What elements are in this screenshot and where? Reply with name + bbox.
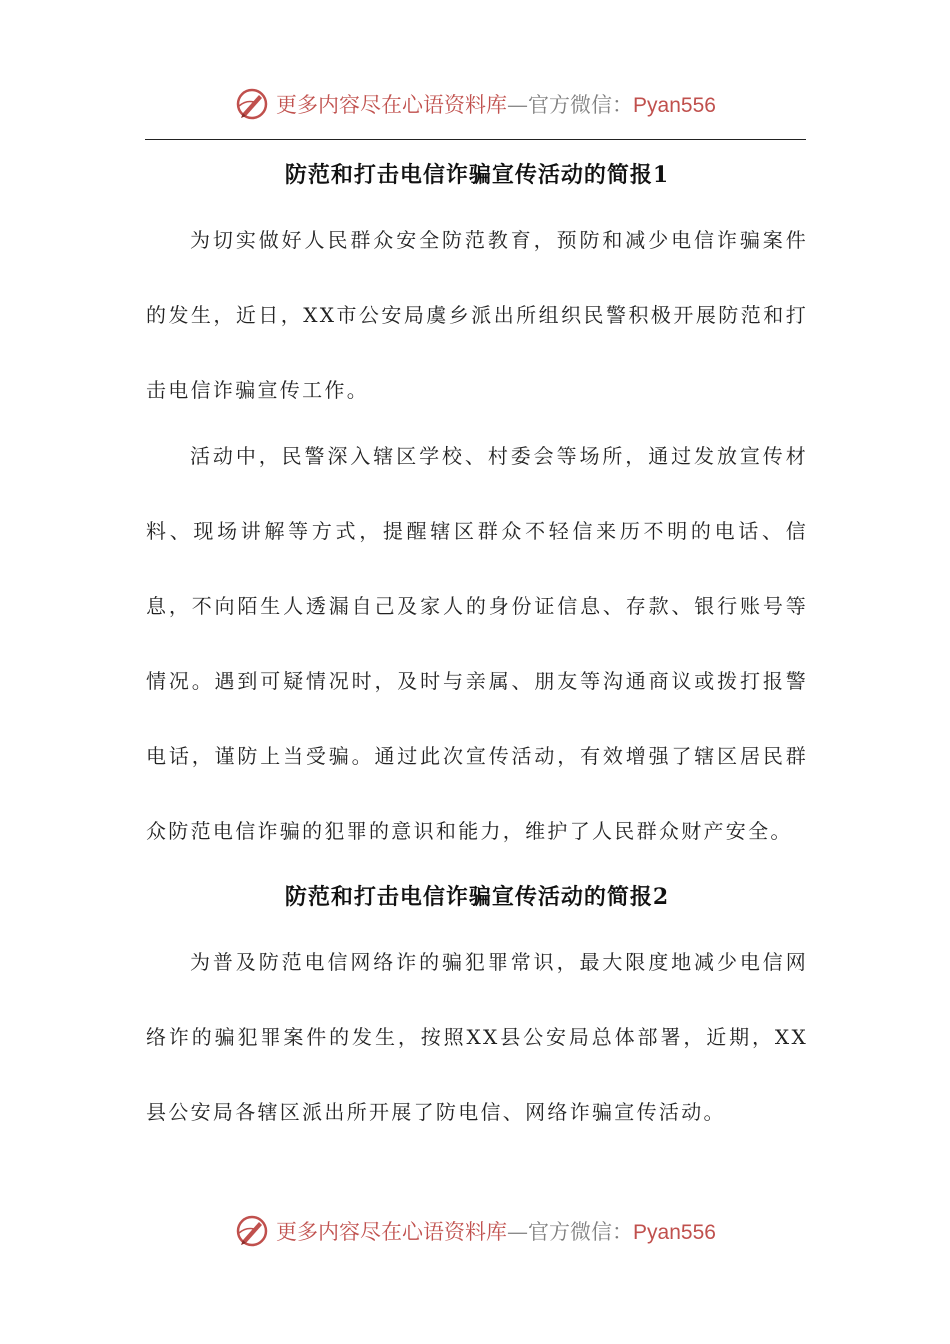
header-banner-main: 更多内容尽在心语资料库 bbox=[276, 93, 508, 117]
header-wechat-label: 官方微信： bbox=[528, 93, 634, 117]
footer-wechat-id: Pyan556 bbox=[633, 1221, 716, 1244]
section-2-paragraph-1: 为普及防范电信网络诈的骗犯罪常识，最大限度地减少电信网络诈的骗犯罪案件的发生，按照XX县公安局总体部署，近期，XX县公安局各辖区派出所开展了防电信、网络诈骗宣传活动。 bbox=[146, 950, 808, 1124]
header-banner-separator: — bbox=[507, 93, 529, 117]
footer-banner-text bbox=[276, 1216, 716, 1246]
footer-wechat-label: 官方微信： bbox=[528, 1220, 634, 1244]
section-1-paragraph-2: 活动中，民警深入辖区学校、村委会等场所，通过发放宣传材料、现场讲解等方式，提醒辖区群众不轻信来历不明的电话、信息，不向陌生人透漏自己及家人的身份证信息、存款、银行账号等情况。遇到可疑情况时，及时与亲属、朋友等沟通商议或拨打报警电话，谨防上当受骗。通过此次宣传活动，有效增强了辖区居民群众防范电信诈骗的犯罪的意识和能力，维护了人民群众财产安全。 bbox=[146, 444, 808, 843]
header-banner-text bbox=[276, 89, 716, 119]
header-divider bbox=[145, 139, 806, 140]
footer-banner bbox=[0, 1209, 950, 1253]
footer-banner-main: 更多内容尽在心语资料库 bbox=[276, 1220, 508, 1244]
section-2-heading: 防范和打击电信诈骗宣传活动的简报2 bbox=[284, 884, 670, 910]
header-banner bbox=[0, 82, 950, 126]
header-wechat-id: Pyan556 bbox=[633, 94, 716, 117]
section-1-heading: 防范和打击电信诈骗宣传活动的简报1 bbox=[284, 162, 670, 188]
footer-banner-separator: — bbox=[507, 1220, 529, 1244]
pen-logo-icon bbox=[234, 1213, 270, 1249]
pen-logo-icon bbox=[234, 86, 270, 122]
section-1-paragraph-1: 为切实做好人民群众安全防范教育，预防和减少电信诈骗案件的发生，近日，XX市公安局虞乡派出所组织民警积极开展防范和打击电信诈骗宣传工作。 bbox=[146, 228, 808, 402]
